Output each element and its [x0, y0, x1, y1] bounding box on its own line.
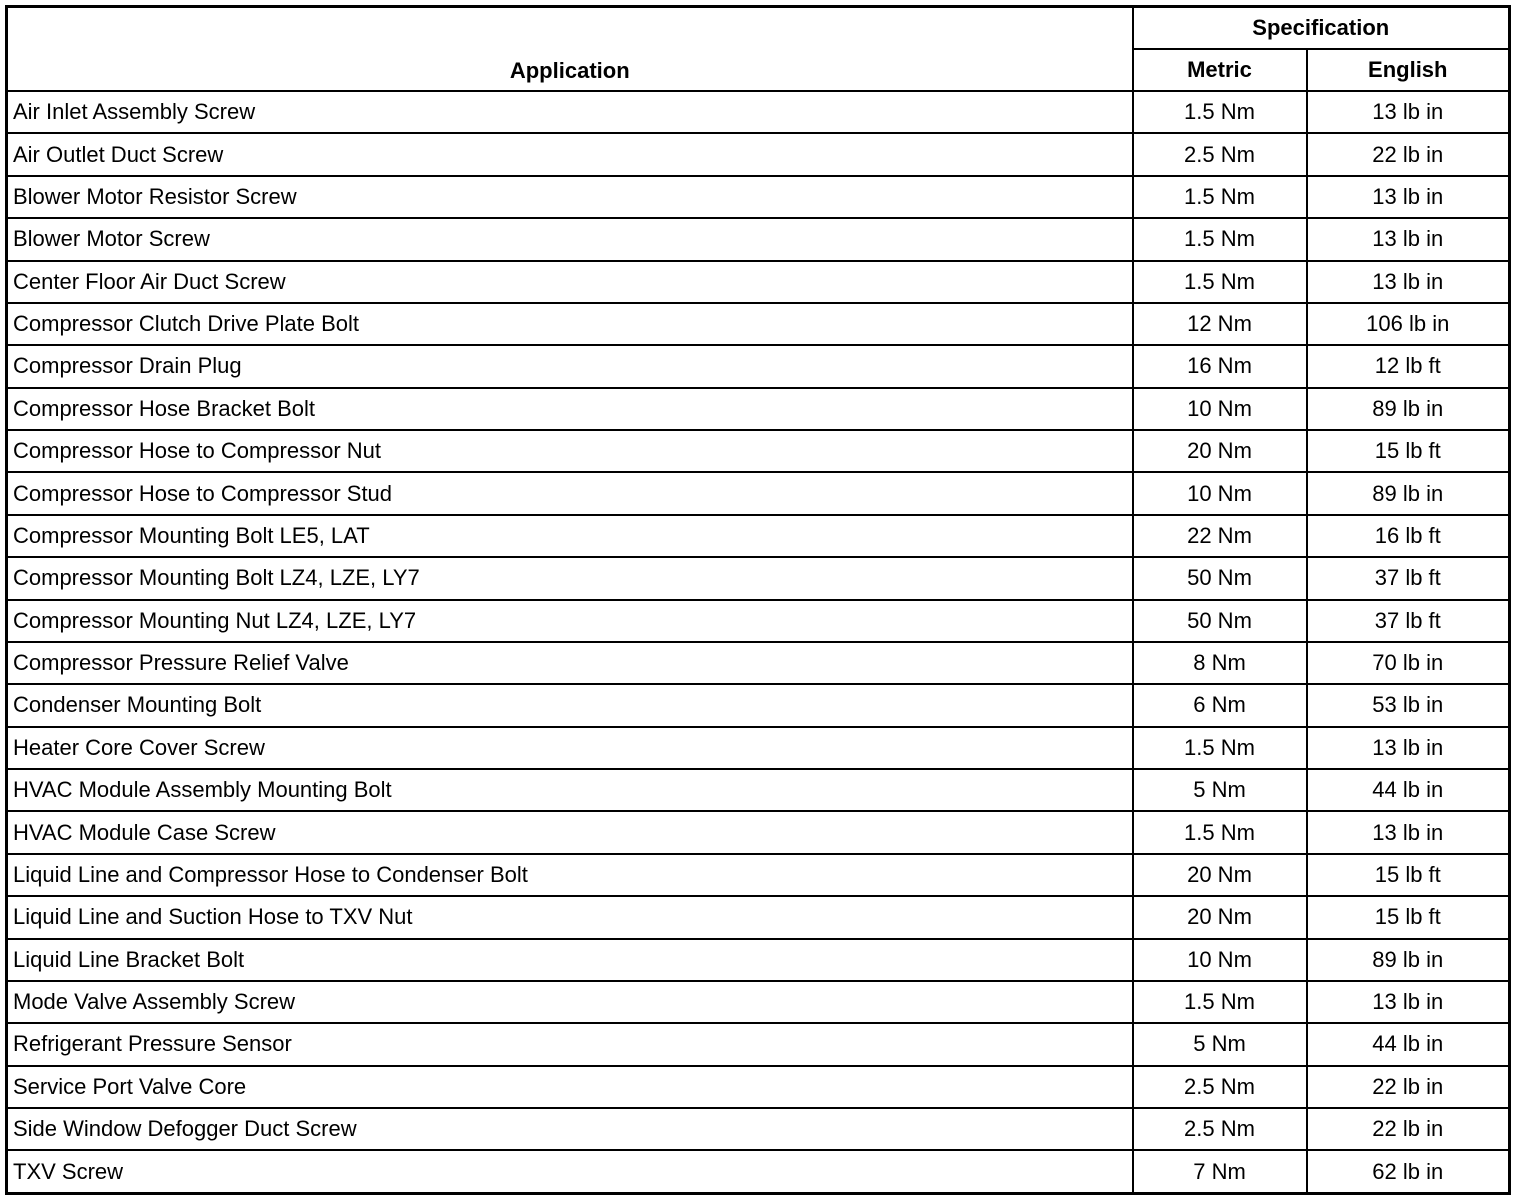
application-cell: Side Window Defogger Duct Screw: [7, 1108, 1133, 1150]
metric-cell: 10 Nm: [1133, 388, 1307, 430]
table-row: [7, 1108, 1510, 1150]
header-english: English: [1307, 49, 1510, 91]
application-cell: HVAC Module Assembly Mounting Bolt: [7, 769, 1133, 811]
english-cell: 37 lb ft: [1307, 557, 1510, 599]
application-cell: Compressor Mounting Bolt LE5, LAT: [7, 515, 1133, 557]
application-cell: Condenser Mounting Bolt: [7, 684, 1133, 726]
application-cell: Air Outlet Duct Screw: [7, 133, 1133, 175]
metric-cell: 5 Nm: [1133, 1023, 1307, 1065]
application-cell: Heater Core Cover Screw: [7, 727, 1133, 769]
english-cell: 53 lb in: [1307, 684, 1510, 726]
metric-cell: 5 Nm: [1133, 769, 1307, 811]
metric-cell: 2.5 Nm: [1133, 133, 1307, 175]
english-cell: 22 lb in: [1307, 1108, 1510, 1150]
application-cell: Compressor Hose to Compressor Stud: [7, 472, 1133, 514]
english-cell: 37 lb ft: [1307, 600, 1510, 642]
metric-cell: 12 Nm: [1133, 303, 1307, 345]
table-row: [7, 684, 1510, 726]
metric-cell: 50 Nm: [1133, 600, 1307, 642]
table-row: [7, 218, 1510, 260]
english-cell: 44 lb in: [1307, 1023, 1510, 1065]
table-row: [7, 430, 1510, 472]
metric-cell: 50 Nm: [1133, 557, 1307, 599]
metric-cell: 20 Nm: [1133, 896, 1307, 938]
english-cell: 13 lb in: [1307, 811, 1510, 853]
metric-cell: 16 Nm: [1133, 345, 1307, 387]
table-row: [7, 811, 1510, 853]
english-cell: 13 lb in: [1307, 218, 1510, 260]
header-application: Application: [7, 7, 1133, 92]
english-cell: 13 lb in: [1307, 91, 1510, 133]
table-row: [7, 133, 1510, 175]
application-cell: Compressor Mounting Nut LZ4, LZE, LY7: [7, 600, 1133, 642]
application-cell: TXV Screw: [7, 1150, 1133, 1193]
metric-cell: 10 Nm: [1133, 939, 1307, 981]
table-row: [7, 600, 1510, 642]
metric-cell: 22 Nm: [1133, 515, 1307, 557]
application-cell: Refrigerant Pressure Sensor: [7, 1023, 1133, 1065]
table-row: [7, 727, 1510, 769]
table-row: [7, 854, 1510, 896]
table-row: [7, 91, 1510, 133]
metric-cell: 1.5 Nm: [1133, 218, 1307, 260]
table-row: [7, 1066, 1510, 1108]
table-row: [7, 515, 1510, 557]
application-cell: Compressor Hose Bracket Bolt: [7, 388, 1133, 430]
application-cell: Liquid Line Bracket Bolt: [7, 939, 1133, 981]
metric-cell: 1.5 Nm: [1133, 981, 1307, 1023]
table-row: [7, 176, 1510, 218]
application-cell: Air Inlet Assembly Screw: [7, 91, 1133, 133]
english-cell: 15 lb ft: [1307, 854, 1510, 896]
table-row: [7, 557, 1510, 599]
application-cell: Mode Valve Assembly Screw: [7, 981, 1133, 1023]
table-row: [7, 1150, 1510, 1193]
table-row: [7, 769, 1510, 811]
english-cell: 62 lb in: [1307, 1150, 1510, 1193]
application-cell: Service Port Valve Core: [7, 1066, 1133, 1108]
metric-cell: 1.5 Nm: [1133, 176, 1307, 218]
metric-cell: 2.5 Nm: [1133, 1108, 1307, 1150]
metric-cell: 10 Nm: [1133, 472, 1307, 514]
table-row: [7, 981, 1510, 1023]
english-cell: 22 lb in: [1307, 1066, 1510, 1108]
english-cell: 89 lb in: [1307, 939, 1510, 981]
application-cell: Liquid Line and Compressor Hose to Condenser Bolt: [7, 854, 1133, 896]
application-cell: Blower Motor Resistor Screw: [7, 176, 1133, 218]
torque-spec-table: [5, 5, 1511, 1195]
english-cell: 13 lb in: [1307, 176, 1510, 218]
english-cell: 89 lb in: [1307, 388, 1510, 430]
english-cell: 106 lb in: [1307, 303, 1510, 345]
english-cell: 70 lb in: [1307, 642, 1510, 684]
english-cell: 89 lb in: [1307, 472, 1510, 514]
table-row: [7, 896, 1510, 938]
english-cell: 13 lb in: [1307, 727, 1510, 769]
english-cell: 44 lb in: [1307, 769, 1510, 811]
application-cell: HVAC Module Case Screw: [7, 811, 1133, 853]
metric-cell: 1.5 Nm: [1133, 261, 1307, 303]
table-row: [7, 345, 1510, 387]
metric-cell: 1.5 Nm: [1133, 91, 1307, 133]
english-cell: 22 lb in: [1307, 133, 1510, 175]
english-cell: 15 lb ft: [1307, 430, 1510, 472]
table-row: [7, 388, 1510, 430]
application-cell: Compressor Clutch Drive Plate Bolt: [7, 303, 1133, 345]
english-cell: 16 lb ft: [1307, 515, 1510, 557]
application-cell: Compressor Drain Plug: [7, 345, 1133, 387]
metric-cell: 1.5 Nm: [1133, 727, 1307, 769]
application-cell: Liquid Line and Suction Hose to TXV Nut: [7, 896, 1133, 938]
metric-cell: 2.5 Nm: [1133, 1066, 1307, 1108]
english-cell: 12 lb ft: [1307, 345, 1510, 387]
metric-cell: 20 Nm: [1133, 854, 1307, 896]
metric-cell: 6 Nm: [1133, 684, 1307, 726]
header-specification: Specification: [1133, 7, 1510, 50]
english-cell: 13 lb in: [1307, 981, 1510, 1023]
english-cell: 15 lb ft: [1307, 896, 1510, 938]
application-cell: Compressor Hose to Compressor Nut: [7, 430, 1133, 472]
metric-cell: 8 Nm: [1133, 642, 1307, 684]
metric-cell: 7 Nm: [1133, 1150, 1307, 1193]
application-cell: Center Floor Air Duct Screw: [7, 261, 1133, 303]
table-row: [7, 939, 1510, 981]
table-row: [7, 642, 1510, 684]
table-row: [7, 472, 1510, 514]
metric-cell: 20 Nm: [1133, 430, 1307, 472]
application-cell: Compressor Pressure Relief Valve: [7, 642, 1133, 684]
metric-cell: 1.5 Nm: [1133, 811, 1307, 853]
header-metric: Metric: [1133, 49, 1307, 91]
table-row: [7, 1023, 1510, 1065]
application-cell: Compressor Mounting Bolt LZ4, LZE, LY7: [7, 557, 1133, 599]
table-row: [7, 303, 1510, 345]
application-cell: Blower Motor Screw: [7, 218, 1133, 260]
english-cell: 13 lb in: [1307, 261, 1510, 303]
table-row: [7, 261, 1510, 303]
